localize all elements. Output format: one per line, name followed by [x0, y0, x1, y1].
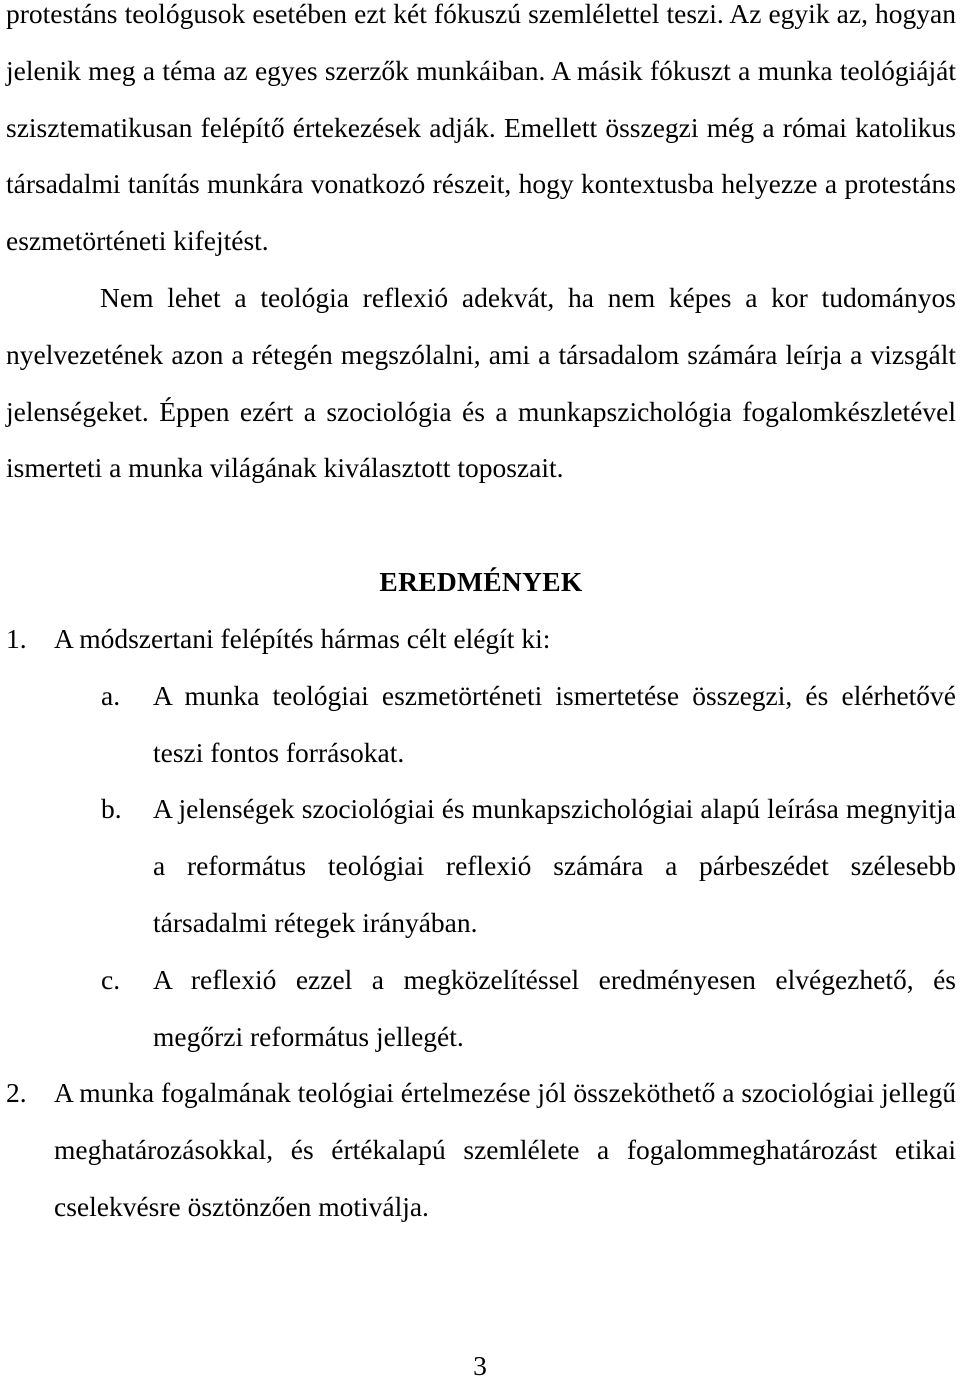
result-subitem-text: A jelenségek szociológiai és munkapszichológiai alapú leírása megnyitja a református teológiai reflexió számára a párbeszédet szélesebb társadalmi rétegek irányában.: [153, 793, 956, 938]
list-marker: 2.: [6, 1077, 27, 1109]
section-spacer: [6, 497, 956, 554]
body-paragraph-intro: protestáns teológusok esetében ezt két fókuszú szemlélettel teszi. Az egyik az, hogyan jelenik meg a téma az egyes szerzők munkáiban. A másik fókuszt a munka teológiáját szisztematikusan felépítő értekezések adják. Emellett összegzi még a római katolikus társadalmi tanítás munkára vonatkozó részeit, hogy kontextusba helyezze a protestáns eszmetörténeti kifejtést.: [6, 0, 956, 257]
result-item-text: A munka fogalmának teológiai értelmezése jól összeköthető a szociológiai jellegű meghatározásokkal, és értékalapú szemlélete a fogalommeghatározást etikai cselekvésre ösztönzően motiválja.: [54, 1077, 956, 1222]
list-marker: a.: [101, 679, 121, 711]
result-subitem-c: [101, 952, 956, 1066]
document-page: [6, 0, 956, 1236]
list-marker: b.: [101, 793, 122, 825]
list-marker: 1.: [6, 622, 27, 654]
body-paragraph-theology: Nem lehet a teológia reflexió adekvát, ha nem képes a kor tudományos nyelvezetének azon a rétegén megszólalni, ami a társadalom számára leírja a vizsgált jelenségeket. Éppen ezért a szociológia és a munkapszichológia fogalomkészletével ismerteti a munka világának kiválasztott toposzait.: [6, 281, 956, 484]
result-subitem-a: [101, 668, 956, 782]
page-number: 3: [473, 1350, 487, 1381]
results-list: [6, 611, 956, 1236]
result-item-1: [6, 611, 956, 668]
result-subitem-text: A reflexió ezzel a megközelítéssel eredményesen elvégezhető, és megőrzi református jellegét.: [153, 963, 956, 1052]
result-subitem-text: A munka teológiai eszmetörténeti ismertetése összegzi, és elérhetővé teszi fontos forrásokat.: [153, 679, 956, 768]
results-heading: EREDMÉNYEK: [379, 566, 583, 598]
result-subitem-b: [101, 781, 956, 951]
result-item-text: A módszertani felépítés hármas célt elégít ki:: [54, 622, 551, 654]
result-item-2: [6, 1065, 956, 1235]
list-marker: c.: [101, 963, 121, 995]
